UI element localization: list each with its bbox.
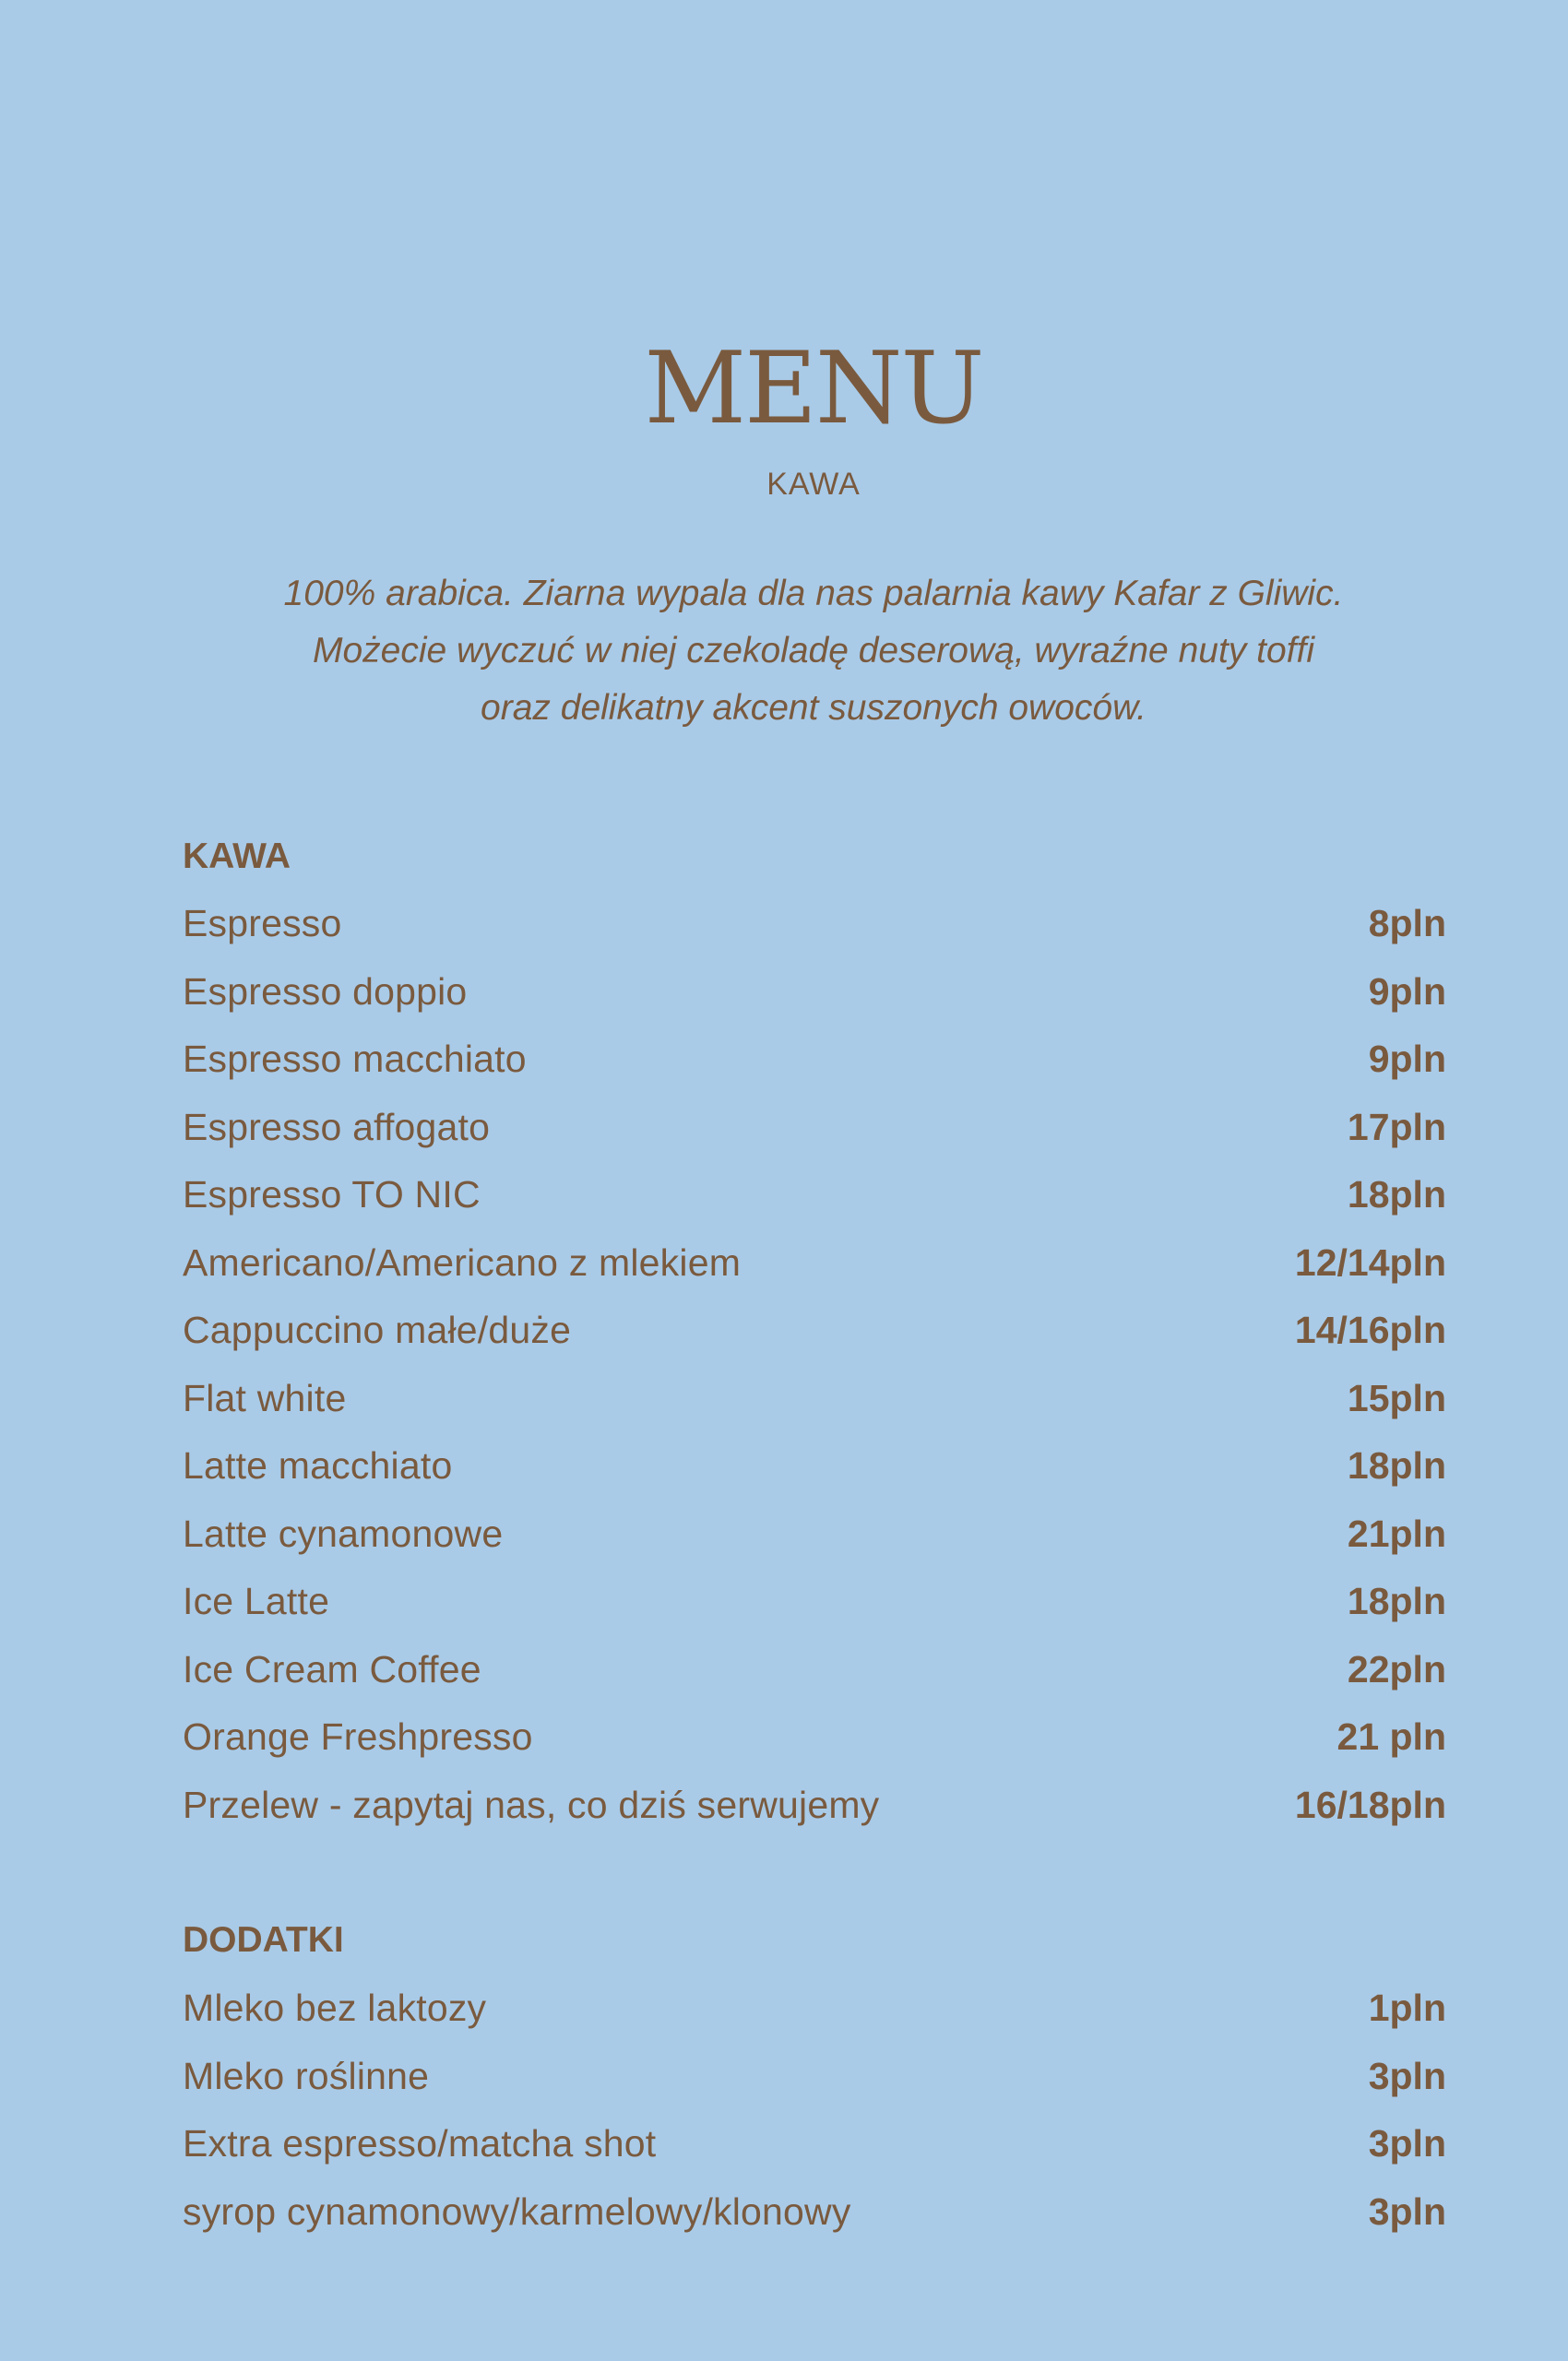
dodatki-items-list bbox=[183, 1975, 1446, 2246]
section-title-dodatki: DODATKI bbox=[183, 1920, 344, 1960]
item-price: 16/18pln bbox=[1294, 1783, 1446, 1826]
item-name: Flat white bbox=[183, 1376, 347, 1419]
item-name: Przelew - zapytaj nas, co dziś serwujemy bbox=[183, 1783, 880, 1826]
item-price: 12/14pln bbox=[1294, 1240, 1446, 1284]
item-price: 18pln bbox=[1347, 1444, 1446, 1488]
menu-item bbox=[183, 1365, 1446, 1433]
menu-item bbox=[183, 1297, 1446, 1365]
item-name: Cappuccino małe/duże bbox=[183, 1309, 572, 1352]
menu-item bbox=[183, 2110, 1446, 2178]
menu-item bbox=[183, 1161, 1446, 1229]
item-name: Orange Freshpresso bbox=[183, 1715, 533, 1759]
item-name: Extra espresso/matcha shot bbox=[183, 2122, 657, 2165]
item-name: Espresso doppio bbox=[183, 969, 468, 1013]
item-price: 18pln bbox=[1347, 1580, 1446, 1623]
menu-item bbox=[183, 1703, 1446, 1772]
item-price: 9pln bbox=[1368, 969, 1446, 1013]
item-name: Latte cynamonowe bbox=[183, 1512, 504, 1555]
item-price: 3pln bbox=[1368, 2054, 1446, 2097]
menu-item bbox=[183, 1636, 1446, 1704]
kawa-items-list bbox=[183, 890, 1446, 1839]
item-name: syrop cynamonowy/karmelowy/klonowy bbox=[183, 2189, 851, 2233]
item-price: 8pln bbox=[1368, 902, 1446, 945]
item-name: Mleko bez laktozy bbox=[183, 1987, 487, 2030]
intro-text bbox=[138, 565, 1489, 737]
item-price: 21 pln bbox=[1336, 1715, 1446, 1759]
item-price: 14/16pln bbox=[1294, 1309, 1446, 1352]
item-price: 3pln bbox=[1368, 2189, 1446, 2233]
menu-item bbox=[183, 890, 1446, 958]
intro-line: oraz delikatny akcent suszonych owoców. bbox=[481, 688, 1146, 728]
item-price: 1pln bbox=[1368, 1987, 1446, 2030]
intro-line: Możecie wyczuć w niej czekoladę deserową, wyraźne nuty toffi bbox=[313, 631, 1314, 670]
menu-item bbox=[183, 1432, 1446, 1501]
item-name: Ice Cream Coffee bbox=[183, 1647, 481, 1691]
item-name: Espresso macchiato bbox=[183, 1038, 527, 1081]
menu-item bbox=[183, 958, 1446, 1026]
item-price: 15pln bbox=[1347, 1376, 1446, 1419]
page-title: MENU bbox=[644, 331, 983, 446]
menu-item bbox=[183, 1229, 1446, 1298]
item-price: 18pln bbox=[1347, 1173, 1446, 1216]
menu-item bbox=[183, 1975, 1446, 2043]
menu-item bbox=[183, 1094, 1446, 1162]
menu-item bbox=[183, 1501, 1446, 1569]
item-name: Espresso bbox=[183, 902, 342, 945]
item-name: Ice Latte bbox=[183, 1580, 330, 1623]
intro-line: 100% arabica. Ziarna wypala dla nas palarnia kawy Kafar z Gliwic. bbox=[283, 574, 1344, 613]
menu-item bbox=[183, 2043, 1446, 2111]
menu-item bbox=[183, 1568, 1446, 1636]
section-title-kawa: KAWA bbox=[183, 836, 291, 876]
menu-item bbox=[183, 1772, 1446, 1840]
item-price: 22pln bbox=[1347, 1647, 1446, 1691]
item-price: 9pln bbox=[1368, 1038, 1446, 1081]
item-name: Espresso affogato bbox=[183, 1105, 491, 1148]
item-price: 17pln bbox=[1347, 1105, 1446, 1148]
item-price: 3pln bbox=[1368, 2122, 1446, 2165]
menu-item bbox=[183, 1026, 1446, 1094]
item-name: Americano/Americano z mlekiem bbox=[183, 1240, 742, 1284]
page-subtitle: KAWA bbox=[766, 467, 861, 502]
item-price: 21pln bbox=[1347, 1512, 1446, 1555]
item-name: Espresso TO NIC bbox=[183, 1173, 481, 1216]
item-name: Latte macchiato bbox=[183, 1444, 453, 1488]
item-name: Mleko roślinne bbox=[183, 2054, 430, 2097]
menu-item bbox=[183, 2178, 1446, 2247]
